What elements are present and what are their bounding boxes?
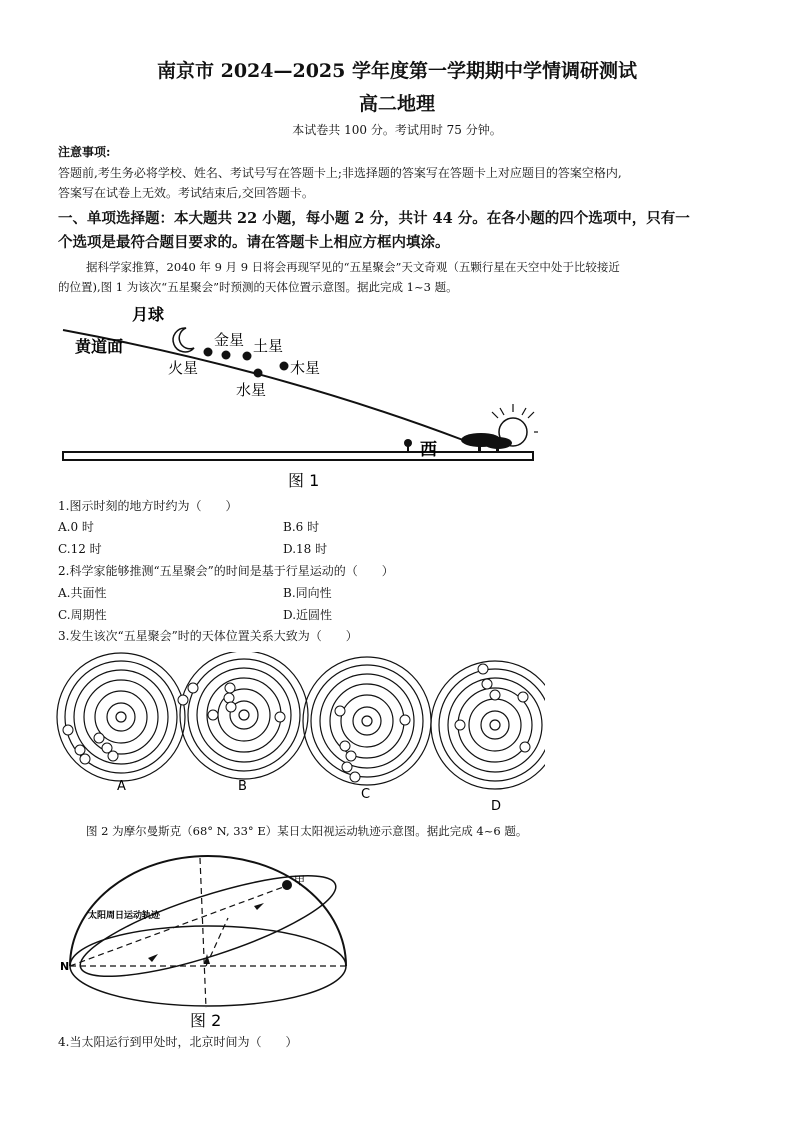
label-west: 西	[420, 440, 437, 460]
north-label: N	[60, 960, 70, 973]
q2-option-b[interactable]: B.同向性	[283, 586, 332, 600]
mars-dot	[222, 351, 231, 360]
label-saturn: 土星	[253, 337, 284, 355]
q1-option-c[interactable]: C.12 时	[58, 542, 102, 556]
moon-icon	[173, 328, 194, 352]
path-arrow-1	[148, 954, 158, 962]
label-mercury: 水星	[236, 381, 267, 399]
option-b-label: B	[238, 779, 247, 794]
label-ecliptic: 黄道面	[75, 337, 124, 356]
intro2-line-1: 图 2 为摩尔曼斯克（68° N, 33° E）某日太阳视运动轨迹示意图。据此完成 4~6 题。	[86, 824, 528, 838]
saturn-dot	[243, 352, 252, 361]
q2-option-a[interactable]: A.共面性	[58, 586, 107, 600]
option-c-label: C	[361, 787, 371, 802]
q1-option-b[interactable]: B.6 时	[283, 520, 320, 534]
q3-orbit-diagrams	[55, 652, 545, 817]
sun-path-label: 太阳周日运动轨迹	[88, 911, 161, 921]
intro1-line-1: 据科学家推算，2040 年 9 月 9 日将会再现罕见的“五星聚会”天文奇观（五颗行星在天空中处于比较接近	[86, 260, 620, 274]
q1-stem: 1.图示时刻的地方时约为（ ）	[58, 499, 238, 513]
q4-stem: 4.当太阳运行到甲处时，北京时间为（ ）	[58, 1035, 298, 1049]
q2-option-c[interactable]: C.周期性	[58, 608, 107, 622]
point-jia-label: 甲	[294, 874, 305, 887]
intro1-line-2: 的位置),图 1 为该次“五星聚会”时预测的天体位置示意图。据此完成 1~3 题。	[58, 280, 458, 294]
orbit-diagram-a[interactable]	[57, 653, 185, 781]
option-d-label: D	[491, 799, 502, 814]
orbit-diagram-b[interactable]	[180, 652, 308, 779]
q2-stem: 2.科学家能够推测“五星聚会”的时间是基于行星运动的（ ）	[58, 564, 394, 578]
figure-2-caption: 图 2	[190, 1011, 222, 1030]
option-a-label: A	[117, 779, 126, 794]
q3-stem: 3.发生该次“五星聚会”时的天体位置关系大致为（ ）	[58, 629, 358, 643]
page-title: 南京市 2024—2025 学年度第一学期期中学情调研测试	[157, 60, 637, 82]
point-jia	[282, 880, 292, 890]
q1-option-a[interactable]: A.0 时	[58, 520, 94, 534]
notice-line-1: 答题前,考生务必将学校、姓名、考试号写在答题卡上;非选择题的答案写在答题卡上对应题目的答案空格内,	[58, 166, 622, 180]
section-heading-line-2: 个选项是最符合题目要求的。请在答题卡上相应方框内填涂。	[58, 234, 450, 251]
orbit-diagram-c[interactable]	[303, 657, 431, 785]
jupiter-dot	[280, 362, 289, 371]
label-mars: 火星	[168, 359, 199, 377]
subject-title: 高二地理	[358, 93, 435, 115]
notice-heading: 注意事项:	[58, 145, 111, 159]
path-arrow-2	[254, 903, 264, 910]
q2-option-d[interactable]: D.近圆性	[283, 608, 333, 622]
label-moon: 月球	[132, 305, 165, 324]
q1-option-d[interactable]: D.18 时	[283, 542, 328, 556]
figure-1	[58, 300, 538, 492]
exam-info: 本试卷共 100 分。考试用时 75 分钟。	[292, 123, 502, 137]
horizon-ground	[63, 452, 533, 460]
label-venus: 金星	[214, 331, 245, 349]
label-jupiter: 木星	[290, 359, 321, 377]
figure-2	[58, 848, 358, 1030]
section-heading-line-1: 一、单项选择题：本大题共 22 小题，每小题 2 分，共计 44 分。在各小题的四个选项中，只有一	[58, 210, 690, 227]
figure-1-caption: 图 1	[288, 471, 320, 490]
venus-dot	[204, 348, 213, 357]
mercury-dot	[254, 369, 263, 378]
notice-line-2: 答案写在试卷上无效。考试结束后,交回答题卡。	[58, 186, 314, 200]
